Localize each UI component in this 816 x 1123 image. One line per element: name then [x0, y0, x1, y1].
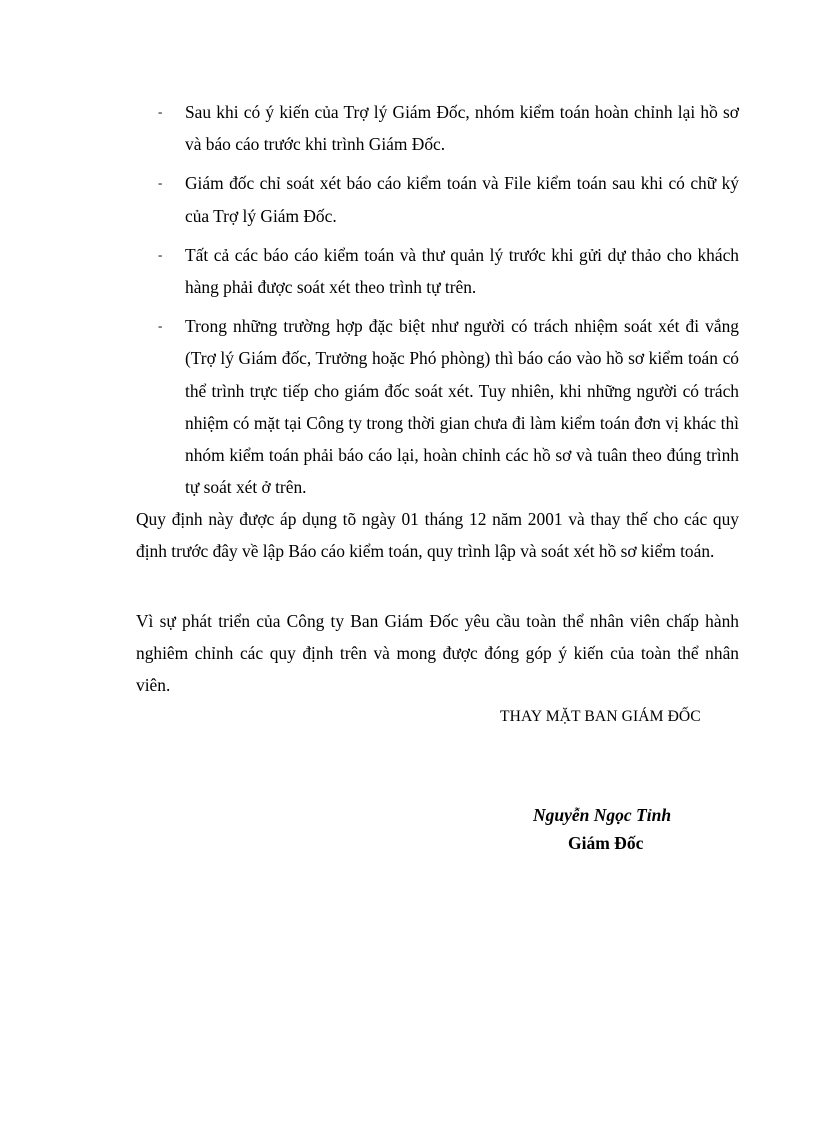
bullet-dash: -	[158, 318, 163, 334]
bullet-text: Sau khi có ý kiến của Trợ lý Giám Đốc, nhóm kiểm toán hoàn chỉnh lại hồ sơ và báo cáo trước khi trình Giám Đốc.	[185, 102, 739, 155]
bullet-item	[136, 167, 739, 231]
signer-name: Nguyễn Ngọc Tỉnh	[533, 805, 672, 825]
bullet-item	[136, 310, 739, 503]
bullet-text: Giám đốc chỉ soát xét báo cáo kiểm toán và File kiểm toán sau khi có chữ ký của Trợ lý Giám Đốc.	[185, 173, 739, 226]
bullet-text: Tất cả các báo cáo kiểm toán và thư quản lý trước khi gửi dự thảo cho khách hàng phải được soát xét theo trình tự trên.	[185, 244, 739, 298]
closing-paragraph: Vì sự phát triển của Công ty Ban Giám Đốc yêu cầu toàn thể nhân viên chấp hành nghiêm chỉnh các quy định trên và mong được đóng góp ý kiến của toàn thể nhân viên.	[136, 611, 739, 696]
bullet-item	[136, 239, 739, 303]
signer-title: Giám Đốc	[568, 833, 644, 853]
on-behalf-of-board-line: THAY MẶT BAN GIÁM ĐỐC	[500, 708, 701, 725]
bullet-item	[136, 96, 739, 160]
bullet-dash: -	[158, 246, 163, 262]
bullet-dash: -	[158, 104, 163, 119]
effective-date-paragraph: Quy định này được áp dụng tõ ngày 01 tháng 12 năm 2001 và thay thế cho các quy định trước đây về lập Báo cáo kiểm toán, quy trình lập và soát xét hồ sơ kiểm toán.	[136, 509, 739, 562]
bullet-dash: -	[158, 175, 163, 191]
procedure-bullet-list	[136, 96, 739, 510]
bullet-text: Trong những trường hợp đặc biệt như người có trách nhiệm soát xét đi vắng (Trợ lý Giám đốc, Trưởng hoặc Phó phòng) thì báo cáo vào hồ sơ kiểm toán có thể trình trực tiếp cho giám đốc soát xét. Tuy nhiên, khi những người có trách nhiệm có mặt tại Công ty trong thời gian chưa đi làm kiểm toán đơn vị khác thì nhóm kiểm toán phải báo cáo lại, hoàn chỉnh các hồ sơ và tuân theo đúng trình tự soát xét ở trên.	[185, 316, 739, 498]
